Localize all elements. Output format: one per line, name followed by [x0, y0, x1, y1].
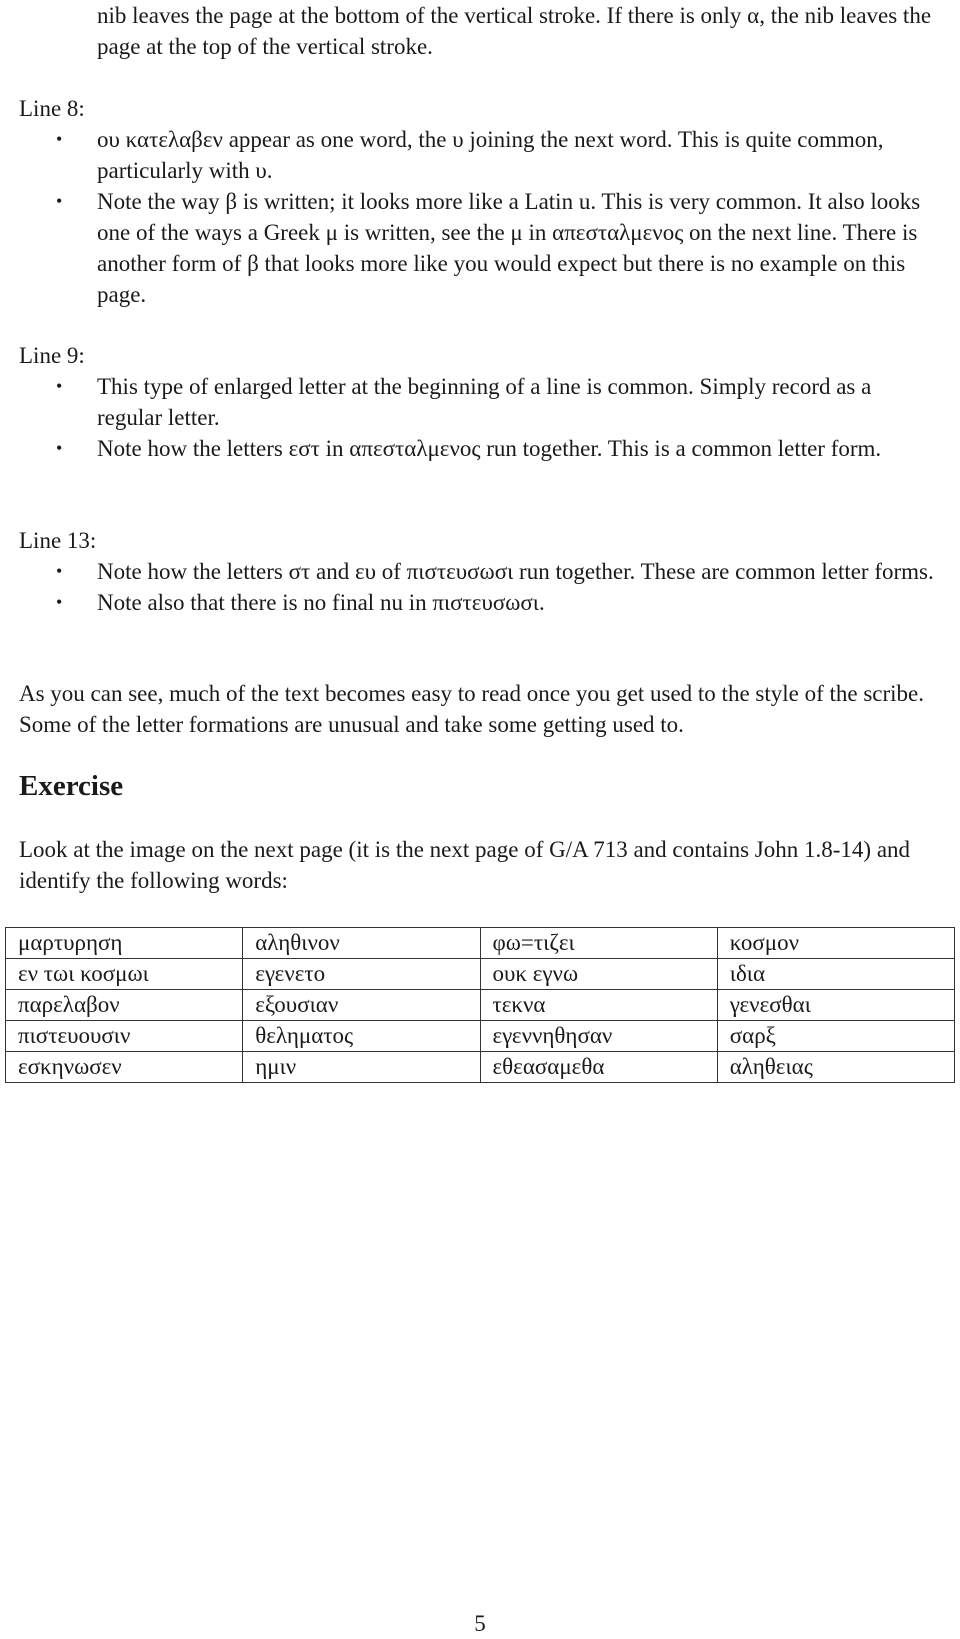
- bullet-text: This type of enlarged letter at the beginning of a line is common. Simply record as a regular letter.: [97, 374, 872, 430]
- list-item: [0, 587, 942, 618]
- table-cell: πιστευουσιν: [6, 1021, 243, 1052]
- bullet-icon: •: [56, 129, 63, 149]
- exercise-heading: Exercise: [19, 770, 124, 802]
- table-cell: κοσμον: [717, 928, 954, 959]
- list-item: [0, 371, 942, 433]
- table-row: [6, 959, 955, 990]
- table-cell: θεληματος: [243, 1021, 480, 1052]
- table-row: [6, 1021, 955, 1052]
- table-cell: εν τωι κοσμωι: [6, 959, 243, 990]
- table-row: [6, 1052, 955, 1083]
- bullet-icon: •: [56, 438, 63, 458]
- bullet-icon: •: [56, 376, 63, 396]
- table-cell: εξουσιαν: [243, 990, 480, 1021]
- table-cell: εσκηνωσεν: [6, 1052, 243, 1083]
- line8-bullet-list: [0, 124, 960, 310]
- line13-bullet-list: [0, 556, 960, 618]
- summary-paragraph: As you can see, much of the text becomes easy to read once you get used to the style of the scribe. Some of the letter formations are unusual and take some getting used to.: [19, 681, 925, 737]
- table-cell: εθεασαμεθα: [480, 1052, 717, 1083]
- page-number: 5: [474, 1611, 486, 1636]
- line9-bullet-list: [0, 371, 960, 464]
- table-row: [6, 990, 955, 1021]
- bullet-text: Note also that there is no final nu in πιστευσωσι.: [97, 590, 545, 615]
- line13-label: Line 13:: [19, 528, 97, 553]
- list-item: [0, 556, 942, 587]
- table-cell: εγενετο: [243, 959, 480, 990]
- table-cell: φω=τιζει: [480, 928, 717, 959]
- list-item: [0, 433, 942, 464]
- line9-label: Line 9:: [19, 343, 85, 368]
- bullet-text: ου κατελαβεν appear as one word, the υ joining the next word. This is quite common, particularly with υ.: [97, 127, 884, 183]
- bullet-icon: •: [56, 191, 63, 211]
- table-cell: ιδια: [717, 959, 954, 990]
- table-cell: μαρτυρηση: [6, 928, 243, 959]
- table-cell: παρελαβον: [6, 990, 243, 1021]
- table-cell: αληθειας: [717, 1052, 954, 1083]
- table-cell: τεκνα: [480, 990, 717, 1021]
- table-cell: σαρξ: [717, 1021, 954, 1052]
- table-cell: εγεννηθησαν: [480, 1021, 717, 1052]
- table-row: [6, 928, 955, 959]
- bullet-icon: •: [56, 592, 63, 612]
- word-table: [5, 927, 955, 1083]
- exercise-instructions: Look at the image on the next page (it is the next page of G/A 713 and contains John 1.8-14) and identify the following words:: [19, 837, 911, 893]
- intro-continuation-text: nib leaves the page at the bottom of the vertical stroke. If there is only α, the nib leaves the page at the top of the vertical stroke.: [97, 3, 932, 59]
- list-item: [0, 186, 942, 310]
- list-item: [0, 124, 942, 186]
- bullet-text: Note how the letters εστ in απεσταλμενος run together. This is a common letter form.: [97, 436, 882, 461]
- bullet-icon: •: [56, 561, 63, 581]
- table-cell: ουκ εγνω: [480, 959, 717, 990]
- table-cell: γενεσθαι: [717, 990, 954, 1021]
- bullet-text: Note the way β is written; it looks more like a Latin u. This is very common. It also looks one of the ways a Greek μ is written, see the μ in απεσταλμενος on the next line. There is another form of β that looks more like you would expect but there is no example on this page.: [97, 189, 921, 307]
- table-cell: αληθινον: [243, 928, 480, 959]
- table-cell: ημιν: [243, 1052, 480, 1083]
- bullet-text: Note how the letters στ and ευ of πιστευσωσι run together. These are common letter forms.: [97, 559, 934, 584]
- line8-label: Line 8:: [19, 96, 85, 121]
